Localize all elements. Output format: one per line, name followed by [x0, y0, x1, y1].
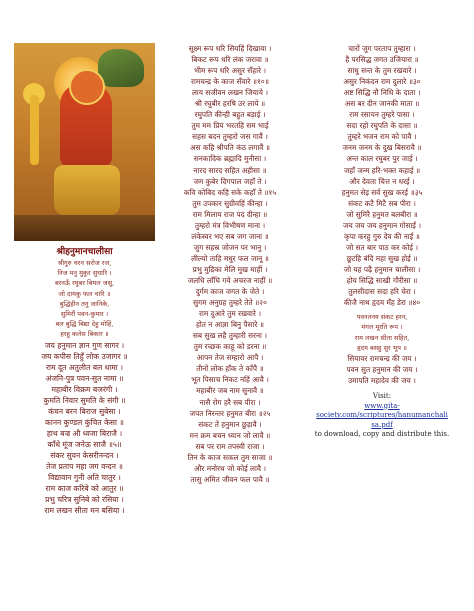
- verse-line: तेज प्रताप महा जग वन्दन ॥: [46, 462, 123, 472]
- verse-line: जो सत बार पाठ कर कोई ।: [345, 242, 419, 252]
- figure-head: [69, 69, 105, 105]
- page-title: श्रीहनुमानचालीसा: [56, 247, 113, 257]
- verse-line: प्रभु मुद्रिका मेलि मुख माहीं ।: [192, 264, 268, 274]
- verse-line: नासै रोग हरै सब पीरा ।: [199, 397, 261, 407]
- verse-line: हनुमत सेइ सर्व सुख करई ॥३५: [341, 187, 423, 197]
- verse-line: जहाँ जन्म हरि-भक्त कहाई ॥: [343, 165, 421, 175]
- verse-line: हाथ बज्र औ ध्वजा बिराजै ।: [46, 429, 123, 438]
- doha-line: बल बुद्धि बिद्या देहु मोहिं,: [55, 320, 114, 329]
- verse-line: अस बर दीन जानकी माता ॥: [344, 99, 420, 109]
- verse-line: जय जय जय हनुमान गोसाईं ।: [343, 220, 421, 230]
- visit-block: [305, 392, 459, 440]
- verse-line: कवि कोबिद कहि सके कहाँ ते ॥१५: [183, 187, 277, 197]
- verse-line: जलधि लाँघि गये अचरज नाहीं ॥: [187, 275, 273, 285]
- visit-label: Visit:: [372, 392, 392, 401]
- verse-line: असुर निकंदन राम दुलारे ॥३०: [343, 77, 421, 87]
- verse-line: संकर सुवन केसरीनन्दन ।: [50, 451, 119, 461]
- mountain-shape: [98, 49, 144, 87]
- verse-line: तुम मम प्रिय भरतहि सम भाई: [191, 121, 269, 131]
- verse-line: अंजनि-पुत्र पवन-सुत नामा ॥: [45, 373, 124, 383]
- verse-line: होय सिद्धि साखी गौरीसा ॥: [346, 275, 418, 285]
- verse-line: सब सुख लहै तुम्हारी सरना ।: [192, 331, 268, 341]
- verse-line: लंकेस्वर भए सब जग जाना ॥: [191, 231, 269, 241]
- verse-line: राम लखन सीता मन बसिया ।: [44, 506, 125, 516]
- doha-line: हरहु कलेस बिकार ॥: [60, 330, 109, 339]
- download-text: to download, copy and distribute this.: [314, 430, 450, 439]
- verse-line: कंचन बरन बिराज सुबेसा ।: [48, 406, 121, 416]
- figure-legs: [54, 165, 120, 215]
- doha-line: निज मनु मुकुर सुधारि ।: [57, 269, 112, 278]
- doha-line: श्रीगुरु चरन सरोज रज,: [57, 259, 112, 267]
- verse-line: जो यह पढ़ै हनुमान चालीसा ।: [343, 264, 421, 274]
- verse-line: दुर्गम काज जगत के जेते ।: [195, 287, 265, 297]
- verse-line: अस कहि श्रीपति कंठ लगावैं ॥: [190, 143, 270, 153]
- closing-doha-line: मंगल मूरति रूप ।: [361, 323, 403, 332]
- verse-line: अन्त काल रघुबर पुर जाई ।: [346, 154, 418, 164]
- verse-line: चारों जुग परताप तुम्हारा ।: [348, 44, 416, 53]
- doha-line: बरनऊँ रघुबर बिमल जसु,: [54, 279, 115, 288]
- verse-line: बिकट रूप धरि लंक जरावा ॥: [191, 55, 269, 65]
- verse-line: जो सुमिरै हनुमत बलबीरा ॥: [346, 209, 418, 219]
- verse-line: होत न आज्ञा बिनु पैसारे ॥: [195, 320, 265, 330]
- verse-line: जम कुबेर दिगपाल जहाँ ते ।: [193, 176, 267, 186]
- verse-line: आपन तेज सम्हारो आपै ।: [196, 353, 264, 363]
- verse-line: भूत पिसाच निकट नहिं आवै ।: [191, 375, 269, 385]
- verse-line: सनकादिक ब्रह्मादि मुनीसा ।: [193, 154, 267, 164]
- verse-line: रघुपति कीन्ही बहुत बड़ाई ।: [194, 110, 266, 120]
- website-link[interactable]: [305, 402, 459, 431]
- verse-line: महाबीर विक्रम बजरंगी ।: [51, 384, 118, 394]
- link-line: sa.pdf: [371, 420, 393, 429]
- mace-shape: [30, 95, 39, 165]
- verse-line: कानन कुण्डल कुंचित केसा ॥: [45, 417, 124, 427]
- verse-line: राम काज करिबे को आतुर ॥: [45, 484, 124, 494]
- verse-line: राम रसायन तुम्हरे पासा ।: [349, 110, 415, 120]
- verse-block-1: [14, 340, 155, 517]
- link-line: society.com/scriptures/hanumanchali: [316, 411, 448, 420]
- verse-line: जपत निरन्तर हनुमत बीरा ॥२५: [189, 408, 271, 418]
- verse-line: प्रभु चरित्र सुनिबे को रसिया ।: [45, 495, 124, 505]
- verse-line: काँधे मूंज जनेऊ साजै ॥५॥: [47, 440, 122, 450]
- verse-line: तासु अमित जीवन फल पावै ॥: [190, 474, 270, 484]
- hanuman-illustration: [14, 43, 155, 241]
- verse-line: तीनों लोक हाँक ते काँपै ॥: [196, 364, 264, 374]
- verse-line: कीजै नाथ हृदय मँह डेरा ॥४०: [343, 298, 421, 308]
- verse-line: और देवता चित्त न धरई ।: [349, 176, 415, 186]
- verse-line: भीम रूप धरि असुर सँहारे ।: [193, 66, 267, 76]
- verse-line: नारद सारद सहित अहीसा ॥: [193, 165, 267, 175]
- verse-line: सूक्ष्म रूप धरि सियहिं दिखावा ।: [188, 44, 272, 53]
- closing-doha-line: पवनतनय संकट हरन,: [356, 313, 408, 322]
- doha-line: जो दायकु फल चारि ॥: [58, 289, 111, 298]
- verse-line: है परसिद्ध जगत उजियारा ॥: [345, 55, 419, 65]
- verse-line: तुम्हरो मंत्र विभीषण माना ।: [194, 220, 266, 230]
- verse-line: कुमति निवार सुमति के संगी ॥: [43, 395, 126, 405]
- verse-line: जय कपीस तिहुँ लोक उजागर ॥: [41, 351, 128, 361]
- verse-line: साधु सन्त के तुम रखवारे ।: [347, 66, 417, 76]
- ground-shape: [14, 215, 155, 241]
- verse-line: सब पर राम तपस्वी राजा ।: [195, 441, 265, 451]
- jaikara-line: उमापति महादेव की जय ।: [348, 376, 416, 386]
- verse-line: श्री रघुबीर हरषि उर लाये ॥: [194, 99, 266, 109]
- verse-line: सहस बदन तुम्हरो जस गावैं ।: [192, 132, 268, 142]
- verse-line: सदा रहो रघुपति के दासा ॥: [346, 121, 418, 131]
- verse-line: तुम उपकार सुग्रीवहिं कीन्हा ।: [192, 198, 268, 208]
- verse-line: छूटहि बंदि महा सुख होई ॥: [346, 253, 418, 263]
- verse-line: जुग सहस्र जोजन पर भानु ।: [193, 242, 267, 252]
- middle-column: [159, 43, 301, 485]
- link-line: www.gita-: [364, 401, 400, 410]
- verse-line: राम दुआरे तुम रखवारे ।: [198, 309, 261, 319]
- verse-line: और मनोरथ जो कोई लावै ।: [193, 463, 267, 473]
- verse-line: कृपा करहु गुरु देव की नाईं ॥: [344, 231, 420, 241]
- jaikara-line: सियावर रामचन्द्र की जय ।: [347, 353, 417, 363]
- verse-line: जनम जनम के दुख बिसरावै ॥: [342, 143, 422, 153]
- verse-line: लील्यो ताहि मधुर फल जानू ॥: [191, 253, 269, 263]
- verse-line: तुम रच्छक काहू को डरना ॥: [193, 342, 267, 352]
- verse-line: जय हनुमान ज्ञान गुण सागर ।: [44, 340, 125, 350]
- closing-doha-line: हृदय बसहु सुर भूप ॥: [357, 343, 407, 352]
- verse-line: लाय सजीवन लखन जियाये ।: [191, 88, 269, 98]
- left-column: [14, 43, 155, 516]
- verse-line: तुम्हरे भजन राम को पावै ।: [347, 132, 417, 142]
- verse-line: मन क्रम बचन ध्यान जो लावै ॥: [189, 430, 271, 440]
- doha-line: बुद्धिहीन तनु जानिके,: [59, 299, 110, 308]
- verse-line: रामचन्द्र के काज सँवारे ॥१०॥: [191, 77, 269, 87]
- opening-doha: [14, 258, 155, 340]
- closing-doha-line: राम लखन सीता सहित,: [354, 333, 410, 342]
- verse-line: संकट तें हनुमान छुड़ावै ।: [198, 419, 262, 429]
- verse-line: विद्यावान गुनी अति चातुर ।: [48, 473, 121, 483]
- verse-line: तिन के काज सकल तुम साजा ॥: [187, 452, 273, 462]
- verse-line: राम मिलाय राज पद दीन्हा ॥: [192, 209, 268, 219]
- verse-line: राम दूत अतुलीत बल धामा ।: [45, 362, 124, 372]
- verse-line: तुलसीदास सदा हरि चेरा ।: [348, 287, 416, 297]
- verse-line: अष्ट सिद्धि नौ निधि के दाता ।: [343, 88, 421, 98]
- doha-line: सुमिरौं पवन-कुमार ।: [60, 310, 109, 319]
- jaikara-line: पवन सुत हनुमान की जय ।: [346, 364, 418, 374]
- verse-line: संकट कटै मिटै सब पीरा ।: [348, 198, 416, 208]
- right-column: [305, 43, 459, 440]
- verse-line: सुगम अनुग्रह तुम्हरे तेते ॥२०: [193, 298, 267, 308]
- verse-line: महाबीर जब नाम सुनावै ॥: [196, 386, 264, 396]
